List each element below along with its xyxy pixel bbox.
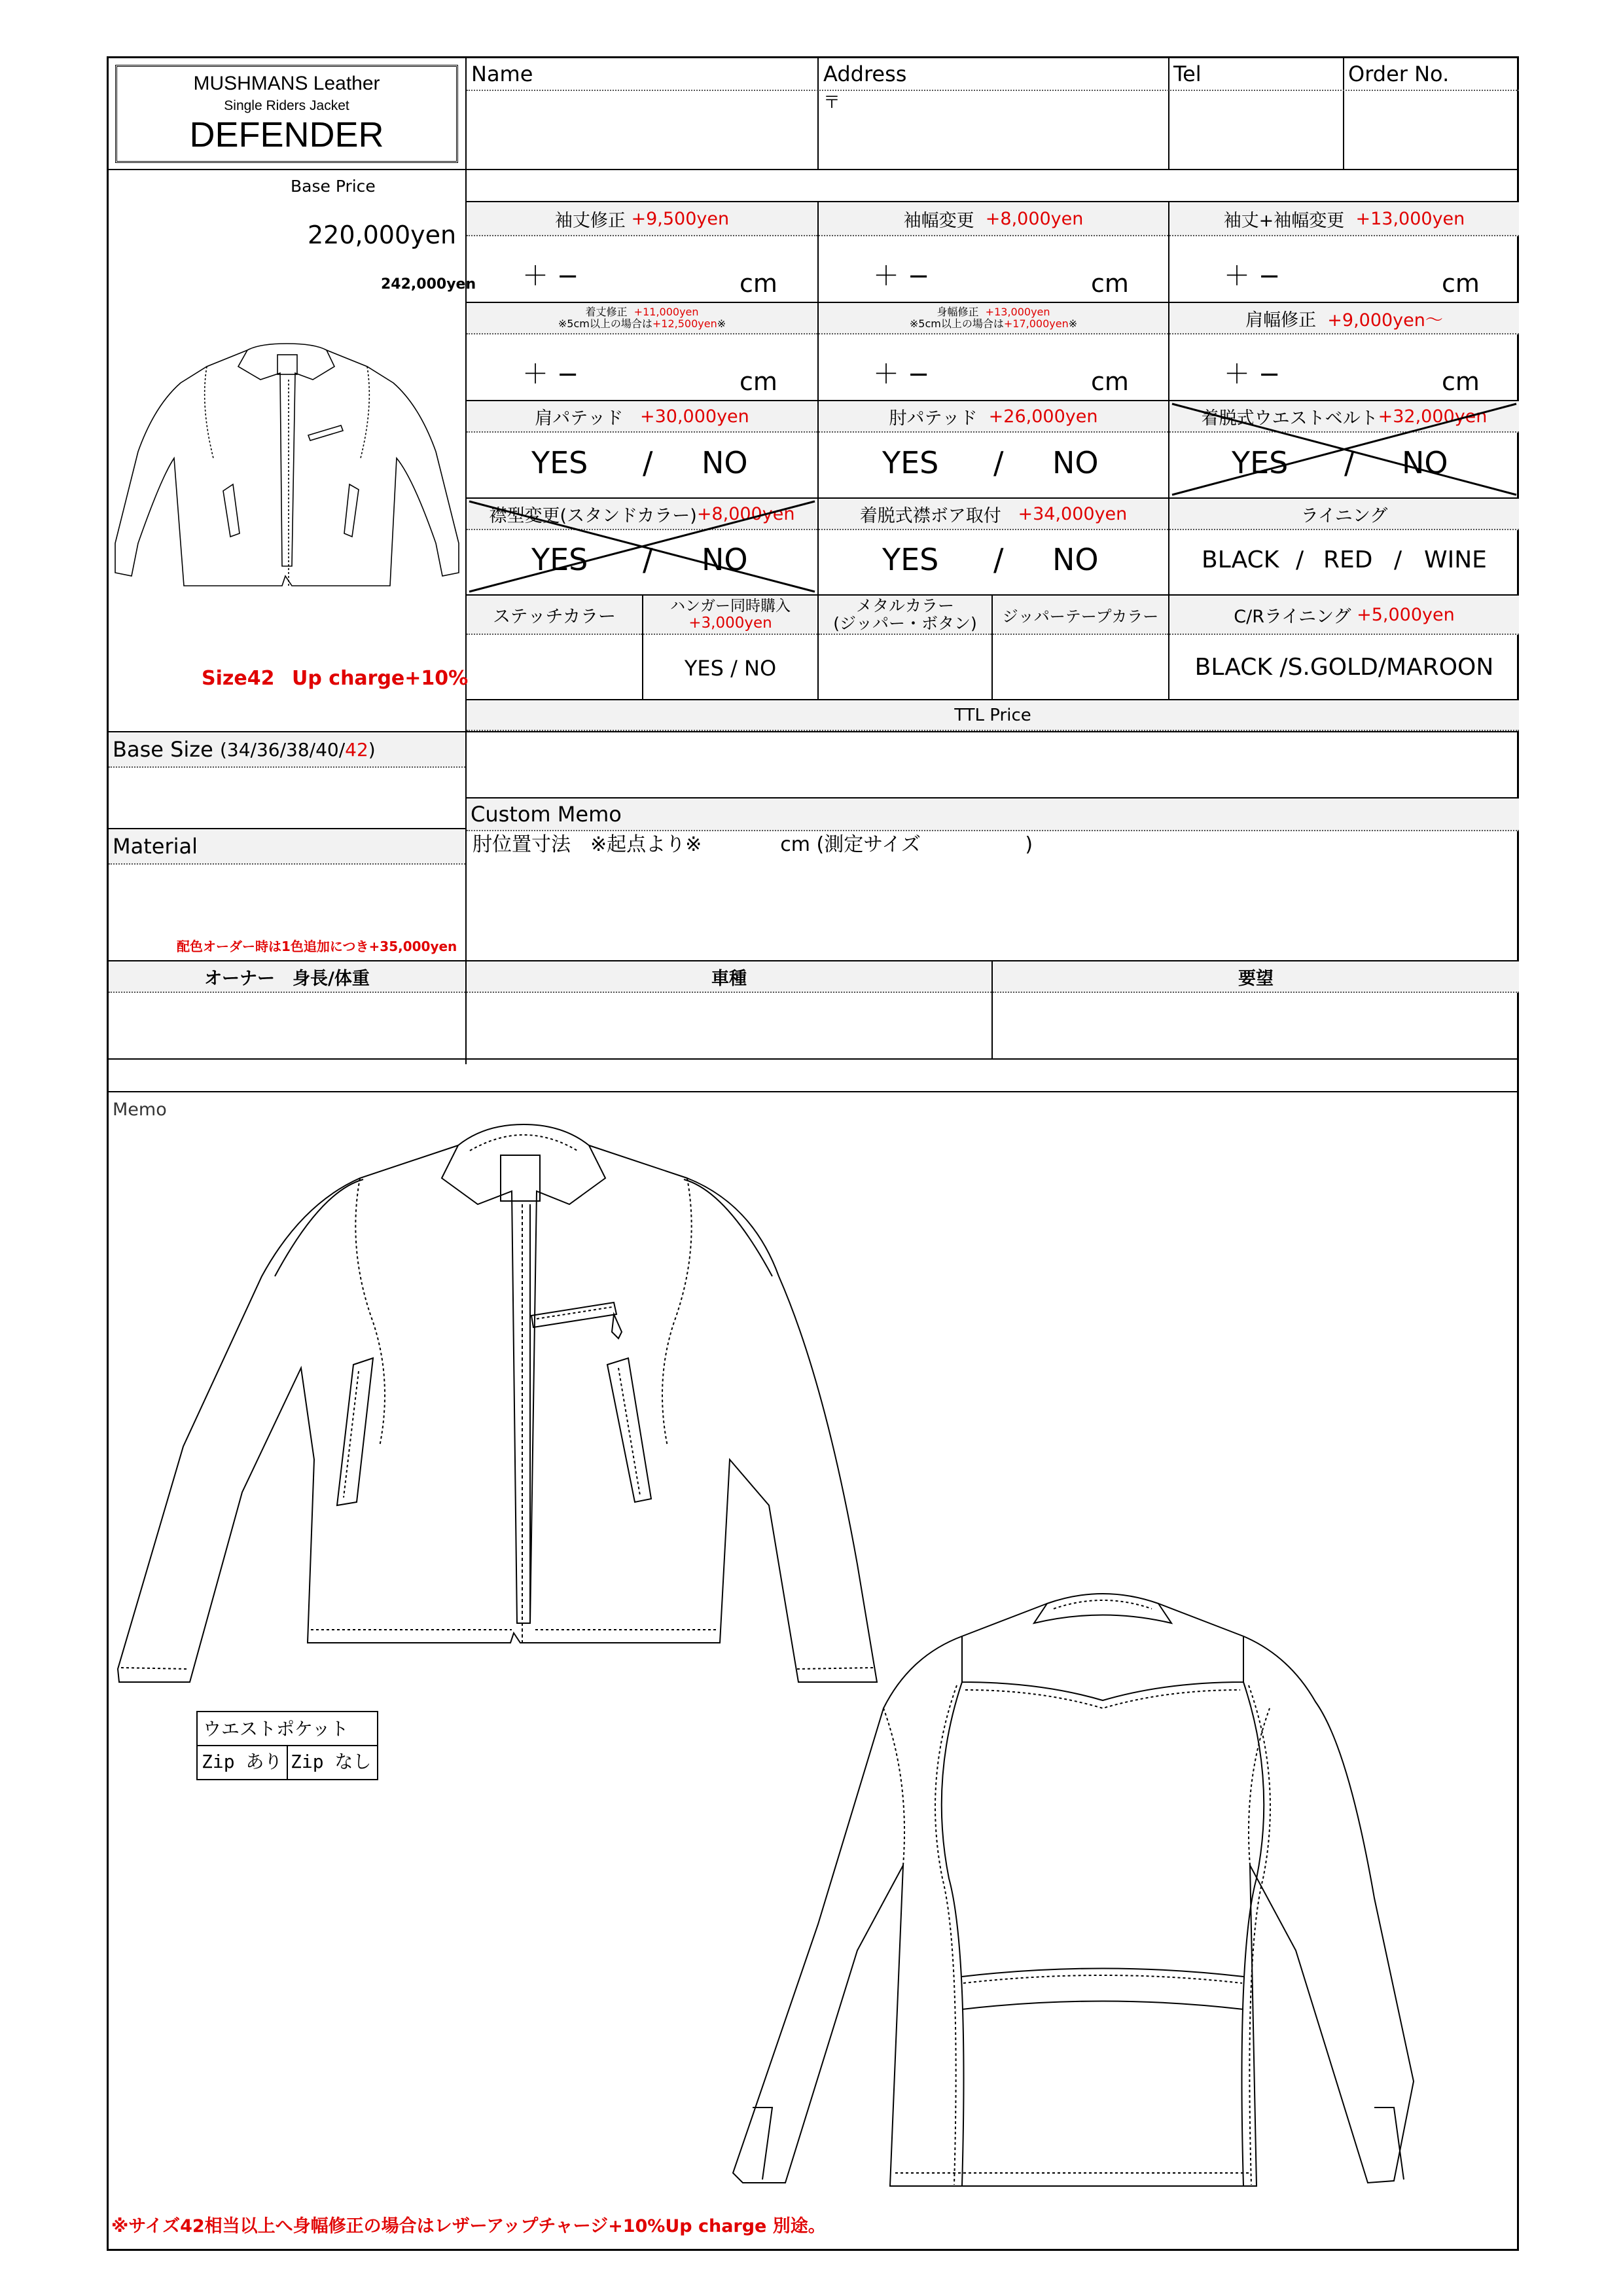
body-width-header (819, 303, 1168, 334)
lining-wine[interactable]: WINE (1424, 547, 1487, 573)
material-header (109, 829, 465, 865)
address-field[interactable] (819, 92, 1168, 169)
cr-lining-header (1169, 596, 1519, 635)
hanger-value[interactable]: YES / NO (684, 656, 777, 681)
shoulder-pad-header (467, 401, 817, 433)
body-width-price: +13,000yen (985, 305, 1050, 318)
shoulder-pad-sep: / (643, 445, 653, 480)
owner-header (109, 961, 465, 993)
elbow-pad-no[interactable]: NO (1052, 445, 1099, 480)
elbow-pad-sep: / (993, 445, 1004, 480)
base-size-sizes-prefix: (34/36/38/40/ (219, 738, 346, 761)
stitch-color-field[interactable] (467, 636, 642, 699)
divider (287, 1745, 288, 1779)
collar-change-label: 襟型変更(スタンドカラー) (489, 505, 697, 526)
shoulder-width-unit: cm (1442, 367, 1480, 396)
body-length-note: ※5cm以上の場合は (558, 317, 652, 330)
elbow-pad-label: 肘パテッド (889, 408, 978, 429)
name-label: Name (471, 62, 533, 86)
body-width-note-end: ※ (1068, 317, 1078, 330)
hanger-header (643, 596, 817, 635)
waist-belt-label: 着脱式ウエストベルト (1201, 408, 1378, 429)
zip-tape-label: ジッパーテープカラー (1002, 607, 1159, 626)
body-length-plus-minus[interactable]: ＋ − (522, 359, 579, 389)
custom-memo-field[interactable] (467, 857, 1519, 960)
elbow-pad-yes[interactable]: YES (882, 445, 939, 480)
collar-change-price: +8,000yen (696, 503, 795, 524)
sleeve-length-label: 袖丈修正 (554, 210, 626, 231)
lining-label: ライニング (1300, 505, 1388, 526)
size-note-size: Size42 (202, 667, 275, 690)
memo-label: Memo (113, 1100, 167, 1120)
collar-change-sep: / (643, 542, 653, 577)
lining-header (1169, 499, 1519, 530)
metal-color-sub: (ジッパー・ボタン) (833, 614, 977, 633)
cr-lining-value[interactable]: BLACK /S.GOLD/MAROON (1194, 654, 1494, 681)
ttl-price-field[interactable] (467, 732, 1519, 797)
shoulder-width-plus-minus[interactable]: ＋ − (1224, 359, 1281, 389)
collar-change-strike (467, 499, 817, 594)
sleeve-both-label: 袖丈+袖幅変更 (1223, 210, 1345, 231)
name-field[interactable] (467, 92, 817, 169)
elbow-pad-header (819, 401, 1168, 433)
base-price-label: Base Price (291, 177, 376, 196)
boa-collar-no[interactable]: NO (1052, 542, 1099, 577)
body-width-plus-minus[interactable]: ＋ − (873, 359, 930, 389)
waist-pocket-table (196, 1711, 378, 1780)
brand-model-name: DEFENDER (189, 115, 384, 154)
body-length-note-end: ※ (717, 317, 726, 330)
boa-collar-header (819, 499, 1168, 530)
elbow-pad-price: +26,000yen (988, 406, 1098, 427)
cr-lining-price: +5,000yen (1357, 604, 1455, 625)
vehicle-label: 車種 (711, 968, 747, 989)
stitch-color-header (467, 596, 642, 635)
tel-field[interactable] (1169, 92, 1343, 169)
size-note-charge: Up charge+10% (292, 667, 469, 690)
body-length-price: +11,000yen (633, 305, 699, 318)
body-width-note: ※5cm以上の場合は (909, 317, 1004, 330)
sleeve-both-price: +13,000yen (1355, 208, 1465, 229)
hanger-label: ハンガー同時購入 (670, 597, 791, 615)
brand-model-type: Single Riders Jacket (224, 98, 349, 113)
tel-label: Tel (1173, 62, 1202, 86)
request-label: 要望 (1238, 968, 1274, 989)
material-label: Material (113, 834, 198, 859)
postal-mark: 〒 (823, 93, 841, 113)
metal-color-field[interactable] (819, 636, 991, 699)
divider (107, 1058, 1519, 1060)
tax-included-price: 242,000yen (381, 276, 476, 293)
zip-tape-header (993, 596, 1168, 635)
shoulder-pad-yes[interactable]: YES (531, 445, 588, 480)
body-width-unit: cm (1091, 367, 1129, 396)
sleeve-both-unit: cm (1442, 269, 1480, 298)
order-no-field[interactable] (1344, 92, 1519, 169)
material-note: 配色オーダー時は1色追加につき+35,000yen (177, 939, 457, 954)
jacket-back-drawing (713, 1584, 1512, 2212)
custom-memo-label: Custom Memo (471, 802, 622, 827)
waist-belt-strike (1169, 401, 1519, 497)
base-size-header (109, 732, 465, 768)
shoulder-pad-no[interactable]: NO (702, 445, 748, 480)
sleeve-length-unit: cm (740, 269, 777, 298)
lining-sep-2: / (1394, 547, 1402, 573)
shoulder-width-price: +9,000yen〜 (1327, 310, 1443, 331)
custom-memo-header (467, 798, 1519, 831)
boa-collar-yes[interactable]: YES (882, 542, 939, 577)
body-length-header (467, 303, 817, 334)
sleeve-width-price: +8,000yen (985, 208, 1084, 229)
footnote: ※サイズ42相当以上へ身幅修正の場合はレザーアップチャージ+10%Up charge 別途。 (111, 2216, 826, 2236)
divider (107, 169, 1519, 170)
sleeve-width-header (819, 202, 1168, 236)
owner-field[interactable] (109, 994, 465, 1058)
divider (467, 90, 1519, 91)
ttl-price-label: TTL Price (954, 705, 1031, 725)
vehicle-field[interactable] (467, 994, 991, 1058)
base-price: 220,000yen (308, 221, 457, 249)
brand-box (109, 58, 465, 170)
waist-pocket-zip-no[interactable]: Zip なし (291, 1751, 372, 1772)
shoulder-width-header (1169, 303, 1519, 334)
waist-belt-price: +32,000yen (1378, 406, 1488, 427)
body-length-unit: cm (740, 367, 777, 396)
sleeve-width-label: 袖幅変更 (903, 210, 974, 231)
sleeve-length-header (467, 202, 817, 236)
sleeve-both-plus-minus[interactable]: ＋ − (1224, 261, 1281, 291)
metal-color-header (819, 596, 991, 635)
metal-color-label: メタルカラー (855, 596, 954, 615)
base-size-highlight: 42 (345, 738, 368, 761)
lining-red[interactable]: RED (1323, 547, 1373, 573)
collar-change-yes: YES (531, 542, 588, 577)
waist-belt-sep: / (1344, 445, 1355, 480)
zip-tape-field[interactable] (993, 636, 1168, 699)
waist-pocket-zip-yes[interactable]: Zip あり (202, 1751, 283, 1772)
order-no-label: Order No. (1348, 62, 1450, 86)
shoulder-pad-label: 肩パテッド (535, 408, 624, 429)
material-field[interactable] (109, 866, 465, 938)
body-length-note-price: +12,500yen (652, 317, 717, 330)
base-size-sizes-suffix: ) (368, 738, 376, 761)
jacket-front-thumbnail (109, 327, 462, 615)
sleeve-width-plus-minus[interactable]: ＋ − (873, 261, 930, 291)
address-label: Address (823, 62, 907, 86)
sleeve-length-plus-minus[interactable]: ＋ − (522, 261, 579, 291)
waist-pocket-title: ウエストポケット (203, 1718, 349, 1740)
collar-change-no: NO (702, 542, 748, 577)
request-header (993, 961, 1519, 993)
sleeve-both-header (1169, 202, 1519, 236)
shoulder-width-label: 肩幅修正 (1245, 310, 1317, 331)
shoulder-pad-price: +30,000yen (639, 406, 749, 427)
lining-black[interactable]: BLACK (1202, 547, 1279, 573)
cr-lining-label: C/Rライニング (1234, 606, 1351, 627)
boa-collar-sep: / (993, 542, 1004, 577)
waist-belt-no: NO (1402, 445, 1448, 480)
stitch-color-label: ステッチカラー (493, 606, 616, 627)
boa-collar-label: 着脱式襟ボア取付 (859, 505, 1001, 526)
request-field[interactable] (993, 994, 1519, 1058)
hanger-price: +3,000yen (688, 615, 772, 632)
lining-sep-1: / (1296, 547, 1304, 573)
waist-belt-yes: YES (1232, 445, 1289, 480)
vehicle-header (467, 961, 991, 993)
divider (107, 1091, 1519, 1092)
sleeve-length-price: +9,500yen (631, 208, 730, 229)
base-size-label: Base Size (113, 737, 213, 762)
owner-label: オーナー 身長/体重 (204, 968, 370, 989)
body-length-label: 着丈修正 (585, 305, 628, 318)
ttl-price-header (467, 700, 1519, 731)
base-size-field[interactable] (109, 769, 465, 828)
body-width-note-price: +17,000yen (1003, 317, 1069, 330)
sleeve-width-unit: cm (1091, 269, 1129, 298)
custom-memo-line: 肘位置寸法 ※起点より※ cm (測定サイズ ) (473, 833, 1033, 856)
brand-maker: MUSHMANS Leather (193, 73, 380, 94)
boa-collar-price: +34,000yen (1018, 503, 1128, 524)
body-width-label: 身幅修正 (936, 305, 979, 318)
